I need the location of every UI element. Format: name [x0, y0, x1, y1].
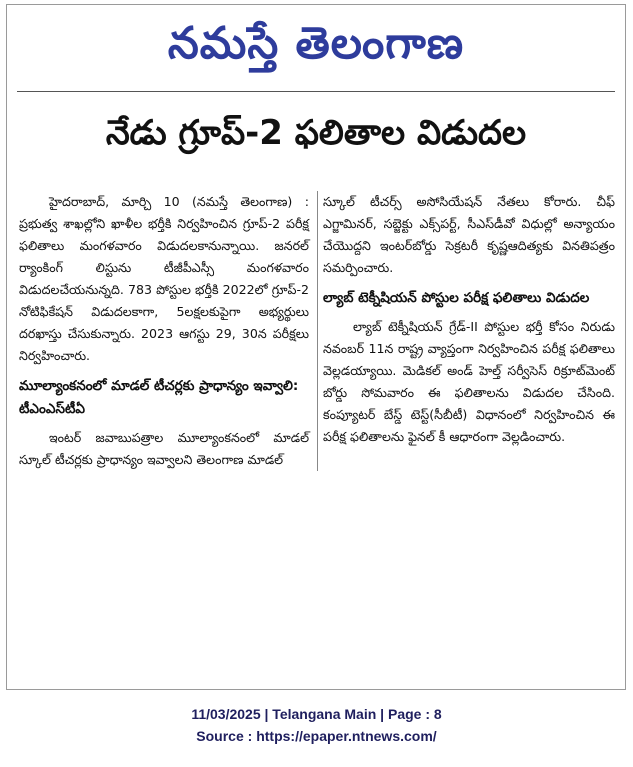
right-column	[323, 191, 615, 448]
source-link[interactable]: Source : https://epaper.ntnews.com/	[196, 728, 437, 744]
divider	[17, 91, 615, 92]
newspaper-masthead	[7, 7, 625, 81]
subheading-model-teachers: మూల్యాంకనంలో మాడల్‌ టీచర్లకు ప్రాధాన్యం ఇవ్వాలి: టీఎంఎస్‌టీఏ	[19, 378, 299, 417]
masthead-logo: నమస్తే తెలంగాణ	[167, 18, 465, 69]
article-paragraph-1: హైదరాబాద్‌, మార్చి 10 (నమస్తే తెలంగాణ) : ప్రభుత్వ శాఖల్లోని ఖాళీల భర్తీకి నిర్వహించిన గ్రూప్‌-2 పరీక్ష ఫలితాలు మంగళవారం విడుదలకానున్నాయి. జనరల్‌ ర్యాంకింగ్‌ లిస్టును టీజీపీఎస్సీ మంగళవారం విడుదలచేయనున్నది. 783 పోస్టుల భర్తీకి 2022లో గ్రూప్‌-2 నోటిఫికేషన్‌ విడుదలకాగా, 5లక్షలకుపైగా అభ్యర్థులు దరఖాస్తు చేసుకున్నారు. 2023 ఆగస్టు 29, 30న పరీక్షలు నిర్వహించారు.	[19, 194, 309, 363]
publication-info: 11/03/2025 | Telangana Main | Page : 8	[191, 706, 442, 722]
left-column	[19, 191, 318, 471]
subheading-lab-technician: ల్యాబ్‌ టెక్నీషియన్‌ పోస్టుల పరీక్ష ఫలితాలు విడుదల	[323, 290, 590, 306]
news-clipping	[6, 4, 626, 690]
article-headline: నేడు గ్రూప్‌-2 ఫలితాల విడుదల	[105, 113, 527, 153]
article-paragraph-2: ఇంటర్‌ జవాబుపత్రాల మూల్యాంకనంలో మాడల్‌ స్కూల్‌ టీచర్లకు ప్రాధాన్యం ఇవ్వాలని తెలంగాణ మాడల్‌	[19, 430, 309, 467]
article-paragraph-lab: ల్యాబ్‌ టెక్నీషియన్‌ గ్రేడ్‌-II పోస్టుల భర్తీ కోసం నిరుడు నవంబర్‌ 11న రాష్ట్ర వ్యాప్తంగా నిర్వహించిన పరీక్ష ఫలితాలు వెల్లడయ్యాయి. మెడికల్‌ అండ్‌ హెల్త్‌ సర్వీసెస్‌ రిక్రూట్‌మెంట్‌ బోర్డు సోమవారం ఈ ఫలితాలను విడుదల చేసింది. కంప్యూటర్‌ బేస్డ్‌ టెస్ట్‌(సీబీటీ) విధానంలో నిర్వహించిన ఈ పరీక్ష ఫలితాలను ఫైనల్‌ కీ ఆధారంగా వెల్లడించారు.	[323, 319, 615, 444]
article-paragraph-continued: స్కూల్‌ టీచర్స్‌ అసోసియేషన్‌ నేతలు కోరారు. చీఫ్‌ ఎగ్జామినర్‌, సబ్జెక్టు ఎక్స్‌పర్ట్‌, సీఎస్‌డీవో విధుల్లో అన్యాయం చేయొద్దని ఇంటర్‌బోర్డు సెక్రటరీ కృష్ణఆదిత్యకు వినతిపత్రం సమర్పించారు.	[323, 194, 615, 275]
